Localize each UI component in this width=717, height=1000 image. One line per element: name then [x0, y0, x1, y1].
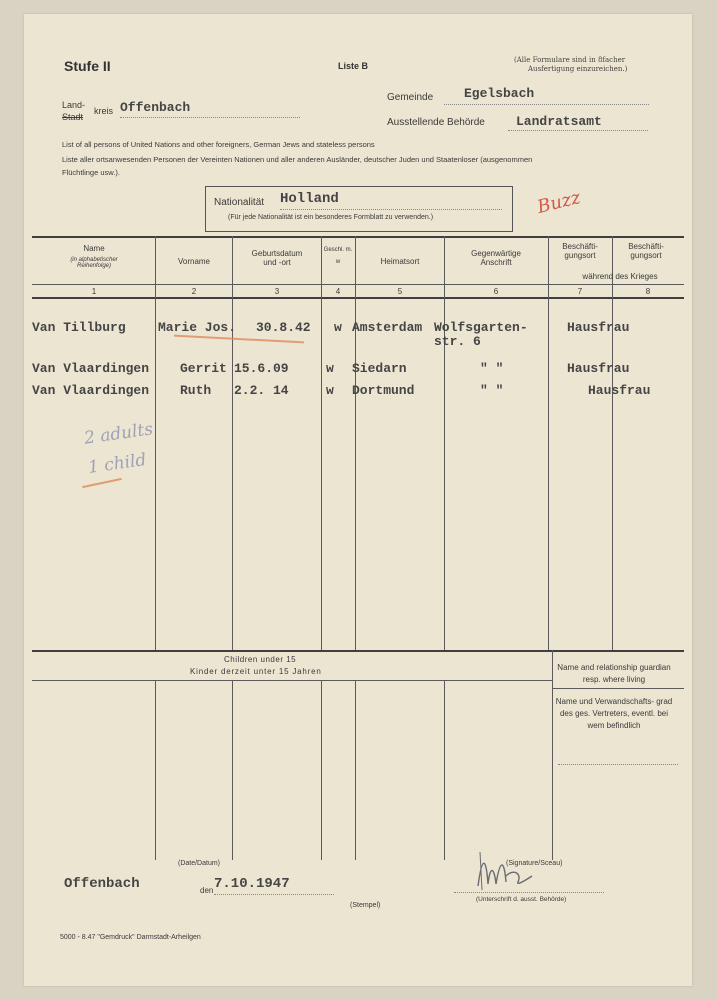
col-num-1: 1	[91, 287, 97, 296]
guardian-dotted-1	[558, 764, 678, 766]
signature-label-de: (Unterschrift d. ausst. Behörde)	[476, 896, 567, 903]
nationality-note: (Für jede Nationalität ist ein besonderes Formblatt zu verwenden.)	[228, 214, 434, 221]
behoerde-value: Landratsamt	[516, 114, 602, 129]
nationality-label: Nationalität	[214, 197, 265, 208]
row-sex: w	[334, 320, 342, 335]
row-beruf: Hausfrau	[567, 361, 630, 376]
landkreis-underline	[120, 117, 300, 119]
col-line-3	[321, 236, 322, 650]
intro-german-1: Liste aller ortsanwesenden Personen der Vereinten Nationen und aller anderen Ausländer, deutscher Juden und Staatenloser (ausgenommen	[62, 155, 533, 164]
col-header-anschrift: Gegenwärtige Anschrift	[471, 249, 521, 267]
col-num-4: 4	[335, 287, 341, 296]
signature-scribble	[470, 846, 540, 896]
row-sex: w	[326, 361, 334, 376]
col-line-4	[355, 236, 356, 650]
row-name: Van Tillburg	[32, 320, 126, 335]
row-heimat: Siedarn	[352, 361, 407, 376]
liste-heading: Liste B	[338, 61, 369, 71]
intro-english: List of all persons of United Nations and other foreigners, German Jews and stateless persons	[62, 140, 375, 149]
col-header-beschaeft-8: Beschäfti- gungsort	[628, 242, 664, 260]
children-top-line	[32, 650, 684, 652]
footer-place: Offenbach	[64, 876, 140, 892]
print-note: 5000 - 8.47 "Gemdruck" Darmstadt-Arheilgen	[60, 934, 201, 941]
intro-german-2: Flüchtlinge usw.).	[62, 168, 120, 177]
guardian-divider	[552, 688, 684, 689]
row-geb: 15.6.09	[234, 361, 289, 376]
col-header-beschaeft-7: Beschäfti- gungsort	[562, 242, 598, 260]
handwritten-note-adults: 2 adults	[82, 419, 155, 449]
copies-note-1: (Alle Formulare sind in 8facher	[514, 56, 626, 64]
behoerde-underline	[508, 130, 648, 132]
row-vorname: Marie Jos.	[158, 320, 237, 335]
nationality-underline	[280, 209, 502, 211]
col-line-6	[548, 236, 549, 650]
col-line-2	[232, 236, 233, 650]
row-sex: w	[326, 383, 334, 398]
child-col-line-3	[321, 680, 322, 860]
landkreis-prefix-land: Land-	[62, 100, 86, 110]
document-sheet	[24, 14, 692, 986]
orange-pencil-mark-2	[82, 478, 122, 488]
copies-note-2: Ausfertigung einzureichen.)	[528, 65, 628, 73]
table-top-line	[32, 236, 684, 238]
row-name: Van Vlaardingen	[32, 361, 150, 376]
row-geb: 2.2. 14	[234, 383, 289, 398]
row-heimat: Dortmund	[352, 383, 415, 398]
date-prefix: den	[200, 886, 214, 895]
nationality-box	[205, 186, 513, 232]
row-geb: 30.8.42	[256, 320, 311, 335]
row-heimat: Amsterdam	[352, 320, 423, 335]
landkreis-suffix: kreis	[94, 106, 114, 116]
child-col-line-4	[355, 680, 356, 860]
row-anschrift: " "	[480, 361, 504, 376]
row-anschrift-2: str. 6	[434, 334, 481, 349]
row-name: Van Vlaardingen	[32, 383, 150, 398]
gemeinde-label: Gemeinde	[387, 92, 434, 103]
col-line-7	[612, 236, 613, 650]
col-header-shared-krieges: während des Krieges	[582, 272, 658, 281]
col-num-5: 5	[397, 287, 403, 296]
col-num-2: 2	[191, 287, 197, 296]
col-header-name: Name (in alphabetischer Reihenfolge)	[70, 244, 118, 269]
stufe-heading: Stufe II	[64, 58, 111, 74]
handwritten-note-child: 1 child	[86, 450, 148, 478]
col-header-geschl: Geschl. m. w	[323, 247, 353, 265]
table-body-line	[32, 297, 684, 299]
child-col-line-5	[444, 680, 445, 860]
child-col-line-2	[232, 680, 233, 860]
row-vorname: Gerrit	[180, 361, 227, 376]
row-vorname: Ruth	[180, 383, 212, 398]
col-num-8: 8	[645, 287, 651, 296]
col-num-6: 6	[493, 287, 499, 296]
table-num-line	[32, 284, 684, 285]
signature-label: (Signature/Sceau)	[506, 860, 563, 867]
children-title-de: Kinder derzeit unter 15 Jahren	[190, 667, 322, 676]
col-num-7: 7	[577, 287, 583, 296]
row-beruf: Hausfrau	[567, 320, 630, 335]
col-header-geburt: Geburtsdatum und -ort	[251, 249, 303, 267]
landkreis-value: Offenbach	[120, 100, 191, 115]
col-header-heimat: Heimatsort	[380, 257, 420, 266]
signature-underline	[454, 892, 604, 894]
row-beruf: Hausfrau	[588, 383, 651, 398]
orange-pencil-mark	[174, 335, 304, 344]
children-header-line	[32, 680, 552, 681]
handwritten-mark-red: Buzz	[535, 187, 583, 218]
behoerde-label: Ausstellende Behörde	[387, 117, 485, 128]
col-line-5	[444, 236, 445, 650]
landkreis-prefix-stadt: Stadt	[62, 112, 84, 122]
col-line-1	[155, 236, 156, 650]
nationality-value: Holland	[280, 191, 339, 207]
date-label: (Date/Datum)	[178, 860, 221, 867]
row-anschrift: Wolfsgarten-	[434, 320, 528, 335]
date-underline	[214, 894, 334, 896]
gemeinde-underline	[444, 104, 649, 106]
col-header-vorname: Vorname	[177, 257, 211, 266]
guardian-label-de: Name und Verwandschafts- grad des ges. Vertreters, eventl. bei wem befindlich	[555, 697, 673, 730]
child-col-line-1	[155, 680, 156, 860]
row-anschrift: " "	[480, 383, 504, 398]
stamp-label: (Stempel)	[350, 902, 381, 909]
guardian-col-line	[552, 650, 553, 860]
col-num-3: 3	[274, 287, 280, 296]
footer-date: 7.10.1947	[214, 876, 290, 892]
gemeinde-value: Egelsbach	[464, 86, 535, 101]
children-title-en: Children under 15	[224, 655, 297, 664]
guardian-label-en: Name and relationship guardian resp. where living	[557, 663, 671, 684]
